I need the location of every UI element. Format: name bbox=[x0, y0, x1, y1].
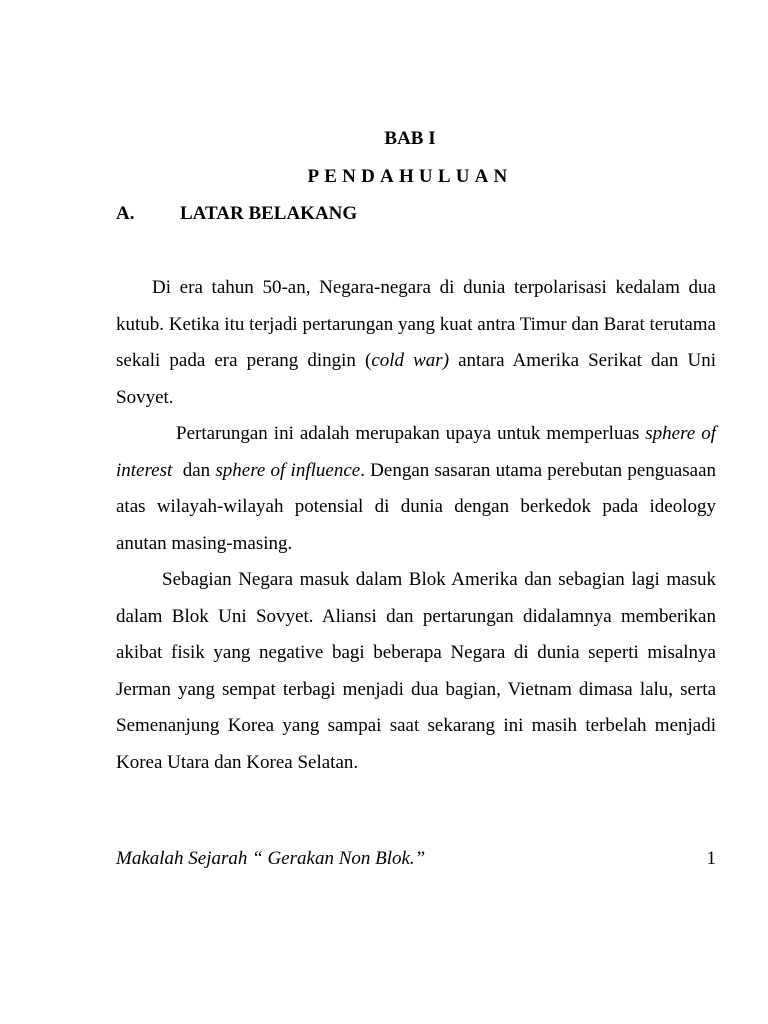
chapter-title: PENDAHULUAN bbox=[307, 166, 513, 187]
paragraph-1 bbox=[116, 270, 716, 416]
page-number: 1 bbox=[706, 848, 716, 869]
chapter-label: BAB I bbox=[384, 128, 436, 149]
paragraph-2 bbox=[116, 416, 716, 562]
paragraph-3 bbox=[116, 562, 716, 781]
section-title: LATAR BELAKANG bbox=[180, 203, 358, 224]
paragraph-1-italic: cold war) bbox=[371, 350, 450, 371]
paragraph-1-text-a: Di era tahun 50-an, Negara-negara di dunia terpolarisasi kedalam dua kutub. Ketika itu terjadi pertarungan yang kuat antra Timur dan Barat terutama sekali pada era perang dingin ( bbox=[116, 277, 716, 371]
paragraph-2-text-b: dan bbox=[172, 459, 216, 481]
paragraph-2-italic-a: sphere of interest bbox=[116, 423, 716, 481]
paragraph-2-italic-b: sphere of influence bbox=[215, 459, 361, 481]
body-text bbox=[116, 270, 716, 781]
footer-title: Makalah Sejarah “ Gerakan Non Blok.” bbox=[116, 848, 426, 869]
paragraph-1-text-b: antara Amerika Serikat dan Uni Sovyet. bbox=[116, 350, 716, 408]
paragraph-2-text-a: Pertarungan ini adalah merupakan upaya untuk memperluas bbox=[176, 423, 646, 444]
page-footer bbox=[116, 848, 716, 870]
section-heading bbox=[116, 203, 357, 225]
paragraph-3-text: Sebagian Negara masuk dalam Blok Amerika dan sebagian lagi masuk dalam Blok Uni Sovyet. Aliansi dan pertarungan didalamnya memberikan akibat fisik yang negative bagi beberapa Negara di dunia seperti misalnya Jerman yang sempat terbagi menjadi dua bagian, Vietnam dimasa lalu, serta Semenanjung Korea yang sampai saat sekarang ini masih terbelah menjadi Korea Utara dan Korea Selatan. bbox=[116, 569, 716, 773]
section-letter: A. bbox=[116, 203, 135, 224]
paragraph-2-text-c: . Dengan sasaran utama perebutan penguasaan atas wilayah-wilayah potensial di dunia dengan berkedok pada ideology anutan masing-masing. bbox=[116, 459, 716, 554]
